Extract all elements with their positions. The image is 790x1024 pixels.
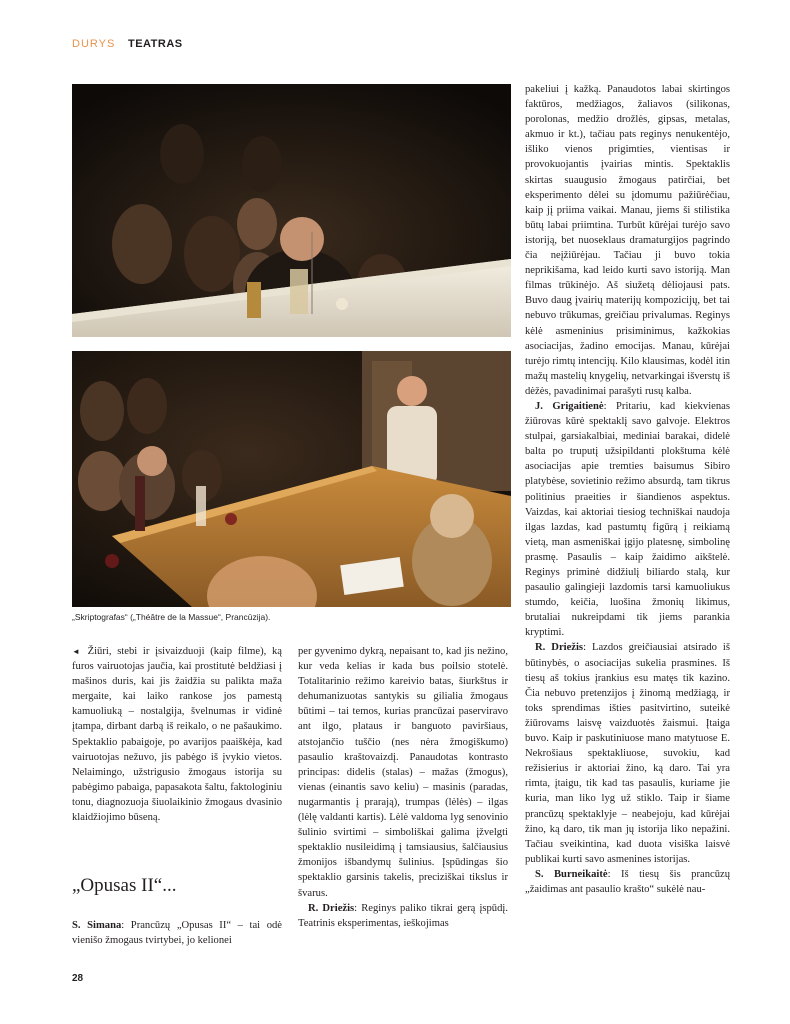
paragraph <box>525 640 730 866</box>
column-1 <box>72 644 282 825</box>
paragraph-text: : Lazdos greičiausiai atsirado iš būtinybės, o asociacijas sukelia prasmines. Iš tiesų aš tokius įrankius esu matęs tik kazino. Čia nebuvo pretenzijos į žinomą medžiagą, ir toks sprendimas išties pasitvirtino, suteikė žiūrovams laisvę vaizduotės žaismui. Įtaiga buvo. Kaip ir paskutiniuose mano matytuose E. Nekrošiaus spektakliuose, suvokiu, kad režisierius ir aktoriai žino, ką daro. Tai yra rimta, įtaigu, tik kad tas pasaulis, kuriame jie kuria, man liko lyg už stiklo. Taip ir šiame prancūzų spektaklyje – neabejoju, kad kūrėjai žino, ką daro, tik man jų istorija liko nepažini. Tačiau sveikintina, kad duota visiška laisvė publikai kurti savo asmenines istorijas. <box>525 642 730 865</box>
speaker-name: R. Driežis <box>308 902 355 914</box>
paragraph: pakeliui į kažką. Panaudotos labai skirtingos faktūros, medžiagos, žaliavos (silikonas, porolonas, medžio drožlės, gipsas, metalas, akmuo ir kt.), tačiau pats reginys nenukentėjo, išliko vienos prigimties, vientisas ir provokuojantis įvairias mintis. Spektaklis skirtas suaugusio žmogaus patirčiai, bet eksperimento dėlei su įdomumu pažiūrėčiau, kaip jį priima vaikai. Manau, jiems ši stilistika būtų labai priimtina. Turbūt kūrėjai turėjo savo istoriją, bet nuoseklaus dramaturgijos pagrindo čia neįžiūrėjau. Tačiau ji buvo tokia neprikišama, kad leido kurti savo istoriją. Man filmas trūkinėjo. Aš siužetą dėliojausi pats. Buvo daug įvairių materijų kompozicijų, bet tai nebuvo trūkumas, greičiau privalumas. Reginys kėlė asmeninius prisiminimus, kažkokias asociacijas, žadino emocijas. Manau, kūrėjai turėjo rimtų intencijų. Kilo klausimas, kodėl itin mažų mastelių knygelių, netvarkingai išverstų iš dėžės, pavadinimai parašyti rusų kalba. <box>525 84 730 397</box>
photo-top <box>72 84 511 337</box>
magazine-brand: DURYS <box>72 38 116 50</box>
paragraph <box>525 867 730 897</box>
paragraph <box>72 918 282 948</box>
photo-bottom <box>72 351 511 607</box>
speaker-name: R. Driežis <box>535 642 584 654</box>
paragraph <box>298 901 508 931</box>
speaker-name: S. Simana <box>72 920 122 931</box>
section-heading: „Opusas II“... <box>72 875 177 896</box>
column-2 <box>298 644 508 931</box>
column-1-continued <box>72 918 282 948</box>
photo-bottom-image <box>72 351 511 607</box>
paragraph <box>525 399 730 641</box>
paragraph-text: : Iš tiesų šis prancūzų „žaidimas ant pasaulio krašto“ sukėlė nau- <box>525 868 730 895</box>
speaker-name: S. Burneikaitė <box>535 868 608 880</box>
photo-caption: „Skriptografas“ („Théâtre de la Massue“, Prancūzija). <box>72 612 271 622</box>
photo-top-image <box>72 84 511 337</box>
continued-arrow-icon: ◄ <box>72 647 80 656</box>
paragraph: per gyvenimo dykrą, nepaisant to, kad jis nežino, kur veda kelias ir kada bus poilsio stotelė. Totalitarinio režimo kareivio batas, šiurkštus ir dehumanizuotas santykis su gilialia žmogaus būtimi – tai temos, kurias prancūzai paserviravo ant ilgo, plataus ir banguoto paviršiaus, atstojančio tuščio (nes nėra žmogiškumo) pasaulio kraštovaizdį. Panaudotas kontrasto principas: didelis (stalas) – mažas (žmogus), vienas (einantis savo keliu) – masinis (paradas, nugarmantis į prarają), trumpas (lėlės) – ilgas (lėlę valdanti kartis). Lėlė valdoma lyg senovinio šulinio svirtimi – simboliškai galima įžvelgti spektaklio nusileidimą į tamsiausius, šalčiausius žmonijos išbandymų šulinius. Įspūdingas šio spektaklio garsinis takelis, preciziškai tikslus ir švarus. <box>298 646 508 899</box>
paragraph-text: : Pritariu, kad kiekvienas žiūrovas kūrė spektaklį savo galvoje. Elektros stulpai, garsiakalbiai, mediniai barakai, didelė balta po truputį užsipildanti plokštuma kėlė asociacijas apie tremties baisumus Sibiro platybėse, sovietinio režimo absurdą, tam tikrus politinius praeities ir šiandienos aspektus. Vaizdas, kai aktoriai tiesiog techniškai naudoja ilgas lazdas, kad pastumtų figūrą į reikiamą vietą, man asmeniškai įgijo platesnę, simbolinę prasmę. Pasaulis – kaip žaidimo aikštelė. Reginys priminė didžiulį biliardo stalą, kur pasaulio galingieji lazdomis tarsi kamuoliukus stumdo, keičia, luošina žmonių likimus, brutaliai nukreipdami tik jiems parankia kryptimi. <box>525 400 730 639</box>
column-3 <box>525 82 730 897</box>
paragraph-text: Žiūri, stebi ir įsivaizduoji (kaip filme), ką furos vairuotojas jaučia, kai prostitutė beldžiasi į mašinos duris, kai jis žaidžia su palikta maža mergaite, kai laiko rankose jos pamestą kamuoliuką – nostalgija, švelnumas ir vidinė įtampa, dirbant darbą iš reikalo, o ne pašaukimo. Spektaklio pabaigoje, po avarijos paaiškėja, kad vairuotojas nežuvo, jis pabėgo iš įvykio vietos. Nelaimingo, užstrigusio žmogaus istorija su pabėgimo pabaiga, papasakota šaltu, faktologiniu tonu, diagnozuoja šiuolaikinio žmogaus dvasinio klaidžiojimo būseną. <box>72 646 282 824</box>
speaker-name: J. Grigaitienė <box>535 400 604 412</box>
page-number: 28 <box>72 973 84 984</box>
section-label: TEATRAS <box>128 38 183 50</box>
paragraph <box>72 644 282 825</box>
paragraph-text: : Reginys paliko tikrai gerą įspūdį. Teatrinis eksperimentas, ieškojimas <box>298 902 508 929</box>
paragraph-text: : Prancūzų „Opusas II“ – tai odė vienišo žmogaus tvirtybei, jo kelionei <box>72 920 282 947</box>
